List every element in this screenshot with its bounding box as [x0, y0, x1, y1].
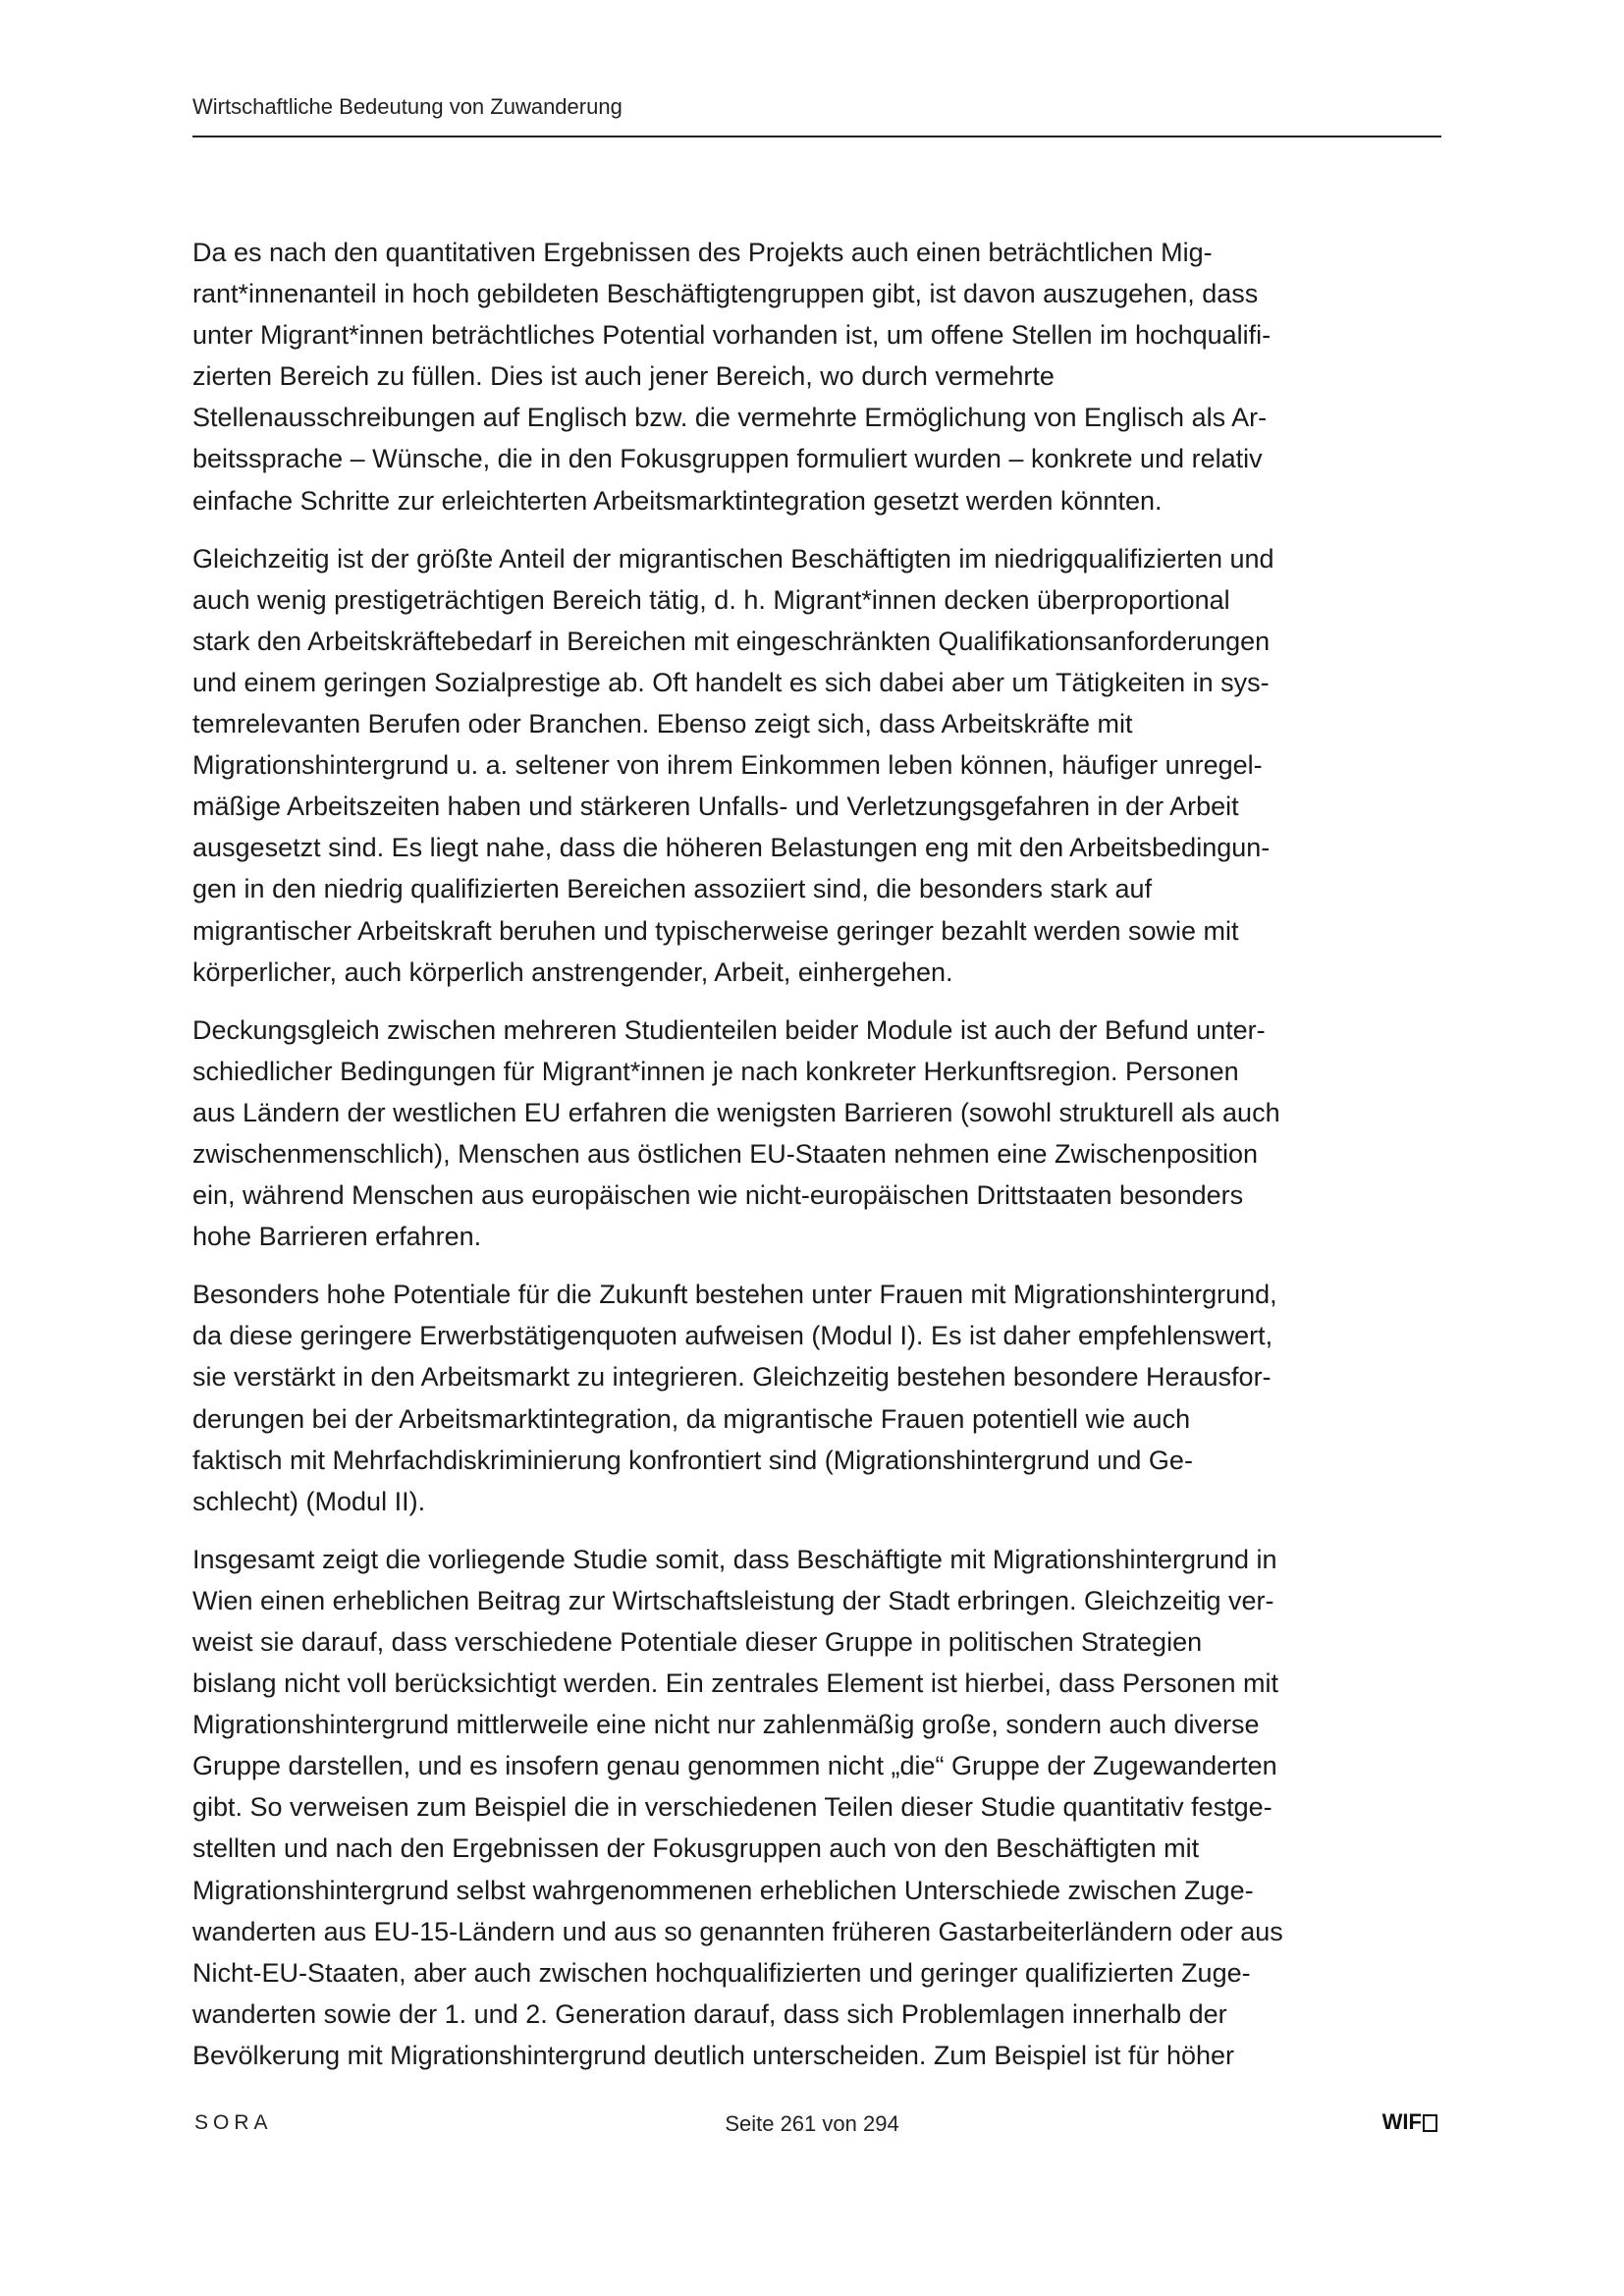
text-line: mäßige Arbeitszeiten haben und stärkeren Unfalls- und Verletzungsgefahren in der Arbeit	[192, 792, 1239, 822]
text-line: ein, während Menschen aus europäischen wie nicht-europäischen Drittstaaten besonders	[192, 1180, 1244, 1211]
text-line: ausgesetzt sind. Es liegt nahe, dass die höheren Belastungen eng mit den Arbeitsbedingun-	[192, 833, 1271, 863]
text-line: unter Migrant*innen beträchtliches Potential vorhanden ist, um offene Stellen im hochqualifi-	[192, 320, 1272, 351]
text-line: zierten Bereich zu füllen. Dies ist auch jener Bereich, wo durch vermehrte	[192, 361, 1055, 392]
text-line: beitssprache – Wünsche, die in den Fokusgruppen formuliert wurden – konkrete und relativ	[192, 444, 1263, 474]
text-line: Wien einen erheblichen Beitrag zur Wirtschaftsleistung der Stadt erbringen. Gleichzeitig ver-	[192, 1585, 1274, 1615]
text-line: und einem geringen Sozialprestige ab. Oft handelt es sich dabei aber um Tätigkeiten in sys-	[192, 667, 1270, 697]
text-line: zwischenmenschlich), Menschen aus östlichen EU-Staaten nehmen eine Zwischenposition	[192, 1138, 1259, 1169]
text-line: Gruppe darstellen, und es insofern genau genommen nicht „die“ Gruppe der Zugewanderten	[192, 1751, 1277, 1781]
paragraph	[192, 232, 1441, 521]
text-line: Gleichzeitig ist der größte Anteil der migrantischen Beschäftigten im niedrigqualifizierten und	[192, 543, 1274, 574]
running-header: Wirtschaftliche Bedeutung von Zuwanderung	[192, 94, 623, 119]
text-line: Besonders hohe Potentiale für die Zukunft bestehen unter Frauen mit Migrationshintergrund,	[192, 1280, 1277, 1310]
text-line: auch wenig prestigeträchtigen Bereich tätig, d. h. Migrant*innen decken überproportional	[192, 584, 1230, 615]
text-line: Migrationshintergrund selbst wahrgenommenen erheblichen Unterschiede zwischen Zuge-	[192, 1875, 1254, 1905]
page-number: Seite 261 von 294	[725, 2111, 899, 2136]
text-line: migrantischer Arbeitskraft beruhen und typischerweise geringer bezahlt werden sowie mit	[192, 915, 1239, 946]
text-line: stellten und nach den Ergebnissen der Fokusgruppen auch von den Beschäftigten mit	[192, 1833, 1200, 1864]
text-line: Insgesamt zeigt die vorliegende Studie somit, dass Beschäftigte mit Migrationshintergrund in	[192, 1544, 1277, 1574]
text-line: Stellenausschreibungen auf Englisch bzw. die vermehrte Ermöglichung von Englisch als Ar-	[192, 403, 1268, 433]
text-line: schiedlicher Bedingungen für Migrant*innen je nach konkreter Herkunftsregion. Personen	[192, 1056, 1239, 1086]
text-line: gibt. So verweisen zum Beispiel die in verschiedenen Teilen dieser Studie quantitativ festge-	[192, 1792, 1272, 1823]
paragraph	[192, 538, 1441, 993]
text-line: bislang nicht voll berücksichtigt werden. Ein zentrales Element ist hierbei, dass Personen mit	[192, 1668, 1279, 1699]
text-line: wanderten sowie der 1. und 2. Generation darauf, dass sich Problemlagen innerhalb der	[192, 1998, 1227, 2029]
footer-publisher: SORA	[194, 2111, 273, 2134]
paragraph	[192, 1539, 1441, 2076]
text-line: derungen bei der Arbeitsmarktintegration, da migrantische Frauen potentiell wie auch	[192, 1403, 1191, 1434]
text-line: schlecht) (Modul II).	[192, 1486, 426, 1516]
text-line: da diese geringere Erwerbstätigenquoten aufweisen (Modul I). Es ist daher empfehlenswert,	[192, 1321, 1273, 1351]
paragraph	[192, 1274, 1441, 1522]
text-line: Migrationshintergrund u. a. seltener von ihrem Einkommen leben können, häufiger unregel-	[192, 750, 1263, 781]
text-line: einfache Schritte zur erleichterten Arbeitsmarktintegration gesetzt werden könnten.	[192, 485, 1163, 516]
text-line: temrelevanten Berufen oder Branchen. Ebenso zeigt sich, dass Arbeitskräfte mit	[192, 709, 1133, 739]
text-line: stark den Arbeitskräftebedarf in Bereichen mit eingeschränkten Qualifikationsanforderungen	[192, 626, 1271, 656]
body-text	[192, 232, 1441, 2093]
text-line: Da es nach den quantitativen Ergebnissen des Projekts auch einen beträchtlichen Mig-	[192, 238, 1213, 267]
logo-box-glyph	[1423, 2114, 1437, 2132]
text-line: Bevölkerung mit Migrationshintergrund deutlich unterscheiden. Zum Beispiel ist für höher	[192, 2040, 1235, 2070]
text-line: körperlicher, auch körperlich anstrengender, Arbeit, einhergehen.	[192, 957, 953, 987]
text-line: gen in den niedrig qualifizierten Bereichen assoziiert sind, die besonders stark auf	[192, 874, 1153, 904]
text-line: wanderten aus EU-15-Ländern und aus so genannten früheren Gastarbeiterländern oder aus	[192, 1916, 1283, 1946]
text-line: rant*innenanteil in hoch gebildeten Beschäftigtengruppen gibt, ist davon auszugehen, dass	[192, 279, 1259, 309]
text-line: aus Ländern der westlichen EU erfahren die wenigsten Barrieren (sowohl strukturell als auch	[192, 1097, 1280, 1127]
text-line: Nicht-EU-Staaten, aber auch zwischen hochqualifizierten und geringer qualifizierten Zuge-	[192, 1957, 1251, 1988]
page-footer	[0, 2111, 1624, 2151]
header-rule	[192, 136, 1441, 137]
wifo-logo: WIF	[1382, 2109, 1437, 2135]
paragraph	[192, 1010, 1441, 1258]
text-line: sie verstärkt in den Arbeitsmarkt zu integrieren. Gleichzeitig bestehen besondere Herausfor-	[192, 1362, 1272, 1393]
text-line: faktisch mit Mehrfachdiskriminierung konfrontiert sind (Migrationshintergrund und Ge-	[192, 1445, 1193, 1475]
text-line: Migrationshintergrund mittlerweile eine nicht nur zahlenmäßig große, sondern auch diverse	[192, 1710, 1260, 1740]
text-line: hohe Barrieren erfahren.	[192, 1222, 482, 1252]
text-line: Deckungsgleich zwischen mehreren Studienteilen beider Module ist auch der Befund unter-	[192, 1014, 1266, 1045]
text-line: weist sie darauf, dass verschiedene Potentiale dieser Gruppe in politischen Strategien	[192, 1627, 1203, 1657]
